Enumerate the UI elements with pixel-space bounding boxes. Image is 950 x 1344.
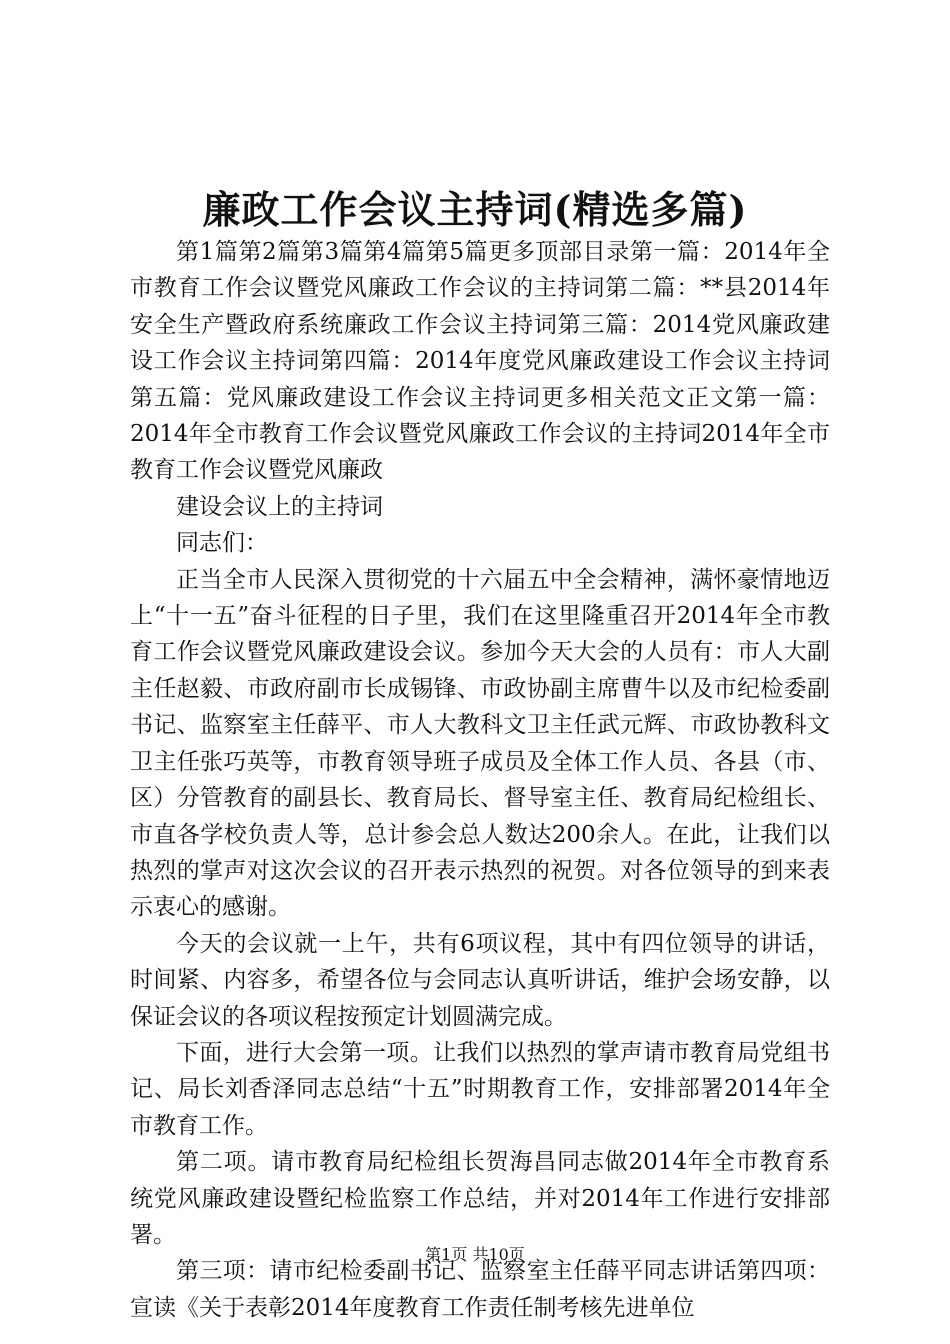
page-footer: 第1页 共10页: [425, 1245, 525, 1264]
paragraph-item-one: 下面，进行大会第一项。让我们以热烈的掌声请市教育局党组书记、局长刘香泽同志总结“十五”时期教育工作，安排部署2014年全市教育工作。: [130, 1039, 830, 1139]
paragraph-item-two: 第二项。请市教育局纪检组长贺海昌同志做2014年全市教育系统党风廉政建设暨纪检监察工作总结，并对2014年工作进行安排部署。: [130, 1149, 830, 1248]
paragraph-opening: 正当全市人民深入贯彻党的十六届五中全会精神，满怀豪情地迈上“十一五”奋斗征程的日子里，我们在这里隆重召开2014年全市教育工作会议暨党风廉政建设会议。参加今天大会的人员有：市人大副主任赵毅、市政府副市长成锡锋、市政协副主席曹牛以及市纪检委副书记、监察室主任薛平、市人大教科文卫主任武元辉、市政协教科文卫主任张巧英等，市教育领导班子成员及全体工作人员、各县（市、区）分管教育的副县长、教育局长、督导室主任、教育局纪检组长、市直各学校负责人等，总计参会总人数达200余人。在此，让我们以热烈的掌声对这次会议的召开表示热烈的祝贺。对各位领导的到来表示衷心的感谢。: [130, 566, 830, 921]
paragraph-toc: 第1篇第2篇第3篇第4篇第5篇更多顶部目录第一篇：2014年全市教育工作会议暨党风廉政工作会议的主持词第二篇：**县2014年安全生产暨政府系统廉政工作会议主持词第三篇：2014党风廉政建设工作会议主持词第四篇：2014年度党风廉政建设工作会议主持词第五篇：党风廉政建设工作会议主持词更多相关范文正文第一篇：2014年全市教育工作会议暨党风廉政工作会议的主持词2014年全市教育工作会议暨党风廉政: [130, 239, 830, 484]
paragraph-agenda: 今天的会议就一上午，共有6项议程，其中有四位领导的讲话，时间紧、内容多，希望各位与会同志认真听讲话，维护会场安静，以保证会议的各项议程按预定计划圆满完成。: [130, 930, 830, 1030]
paragraph-salutation: 同志们：: [176, 530, 268, 557]
document-body: [130, 234, 830, 1326]
paragraph-item-three: 第三项：请市纪检委副书记、监察室主任薛平同志讲话第四项：宣读《关于表彰2014年度教育工作责任制考核先进单位: [130, 1258, 830, 1321]
document-title: 廉政工作会议主持词(精选多篇): [202, 187, 748, 232]
paragraph-subtitle: 建设会议上的主持词: [176, 493, 383, 520]
